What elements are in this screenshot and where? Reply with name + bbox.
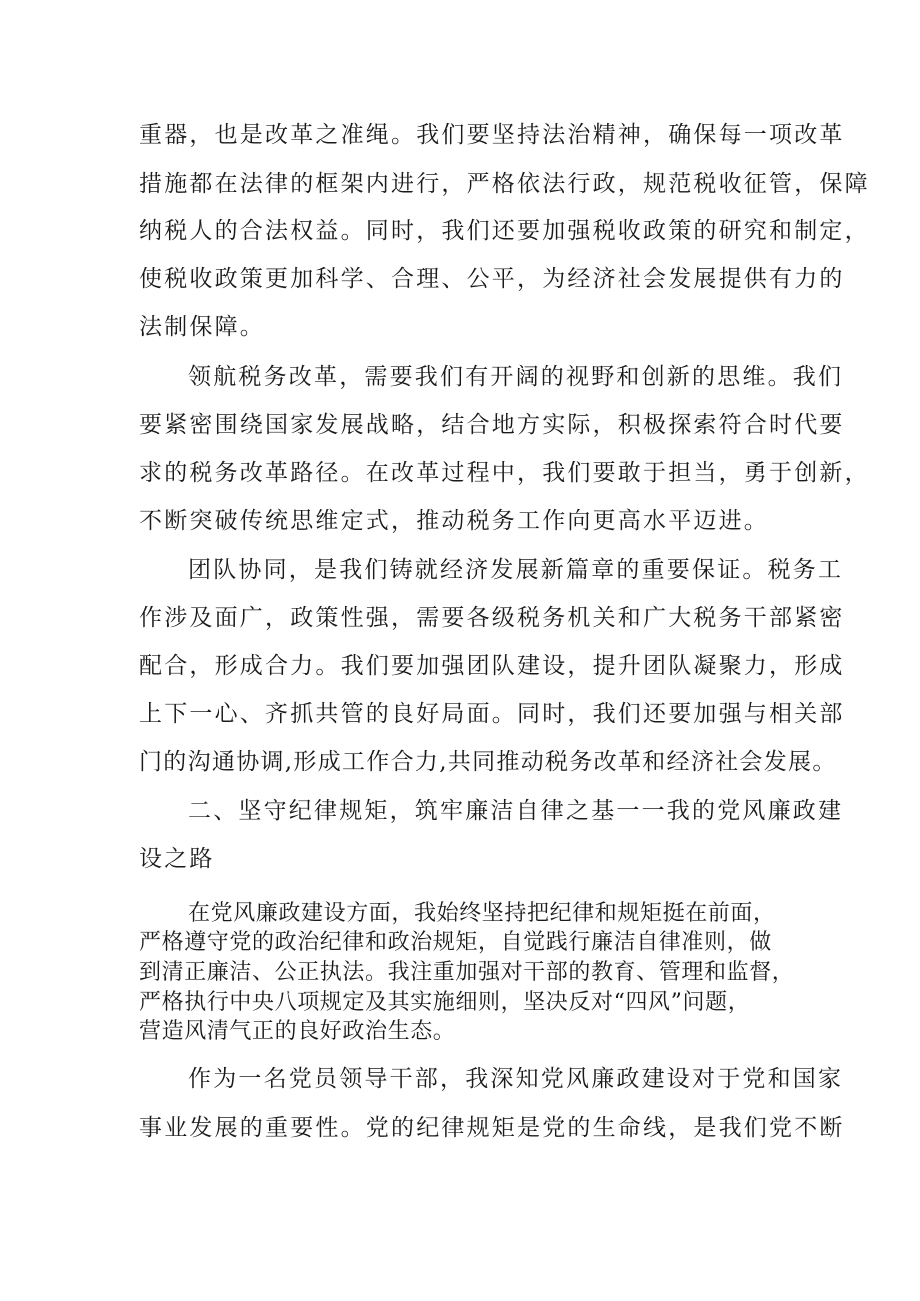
- text-line: 严格执行中央八项规定及其实施细则，坚决反对“四风”问题，: [139, 990, 751, 1015]
- section-heading-line: 设之路: [139, 846, 215, 872]
- text-line: 求的税务改革路径。在改革过程中，我们要敢于担当，勇于创新，: [139, 460, 870, 486]
- text-line: 在党风廉政建设方面，我始终坚持把纪律和规矩挺在前面，: [188, 901, 776, 926]
- text-line: 作为一名党员领导干部，我深知党风廉政建设对于党和国家: [188, 1066, 844, 1092]
- text-line: 营造风清气正的良好政治生态。: [139, 1019, 456, 1044]
- text-line: 领航税务改革，需要我们有开阔的视野和创新的思维。我们: [188, 364, 844, 390]
- text-line: 重器，也是改革之准绳。我们要坚持法治精神，确保每一项改革: [139, 122, 845, 148]
- text-line: 上下一心、齐抓共管的良好局面。同时，我们还要加强与相关部: [139, 701, 845, 727]
- text-line: 到清正廉洁、公正执法。我注重加强对干部的教育、管理和监督，: [139, 960, 795, 985]
- text-line: 配合，形成合力。我们要加强团队建设，提升团队凝聚力，形成: [139, 653, 845, 679]
- text-line: 要紧密围绕国家发展战略，结合地方实际，积极探索符合时代要: [139, 412, 845, 438]
- text-line: 作涉及面广，政策性强，需要各级税务机关和广大税务干部紧密: [139, 605, 845, 631]
- text-line: 使税收政策更加科学、合理、公平，为经济社会发展提供有力的: [139, 266, 845, 292]
- text-line: 门的沟通协调,形成工作合力,共同推动税务改革和经济社会发展。: [139, 749, 837, 775]
- text-line: 法制保障。: [139, 314, 265, 340]
- section-heading-line: 二、坚守纪律规矩，筑牢廉洁自律之基一一我的党风廉政建: [188, 798, 844, 824]
- text-line: 纳税人的合法权益。同时，我们还要加强税收政策的研究和制定，: [139, 218, 870, 244]
- text-line: 不断突破传统思维定式，推动税务工作向更高水平迈进。: [139, 508, 769, 534]
- text-line: 措施都在法律的框架内进行，严格依法行政，规范税收征管，保障: [139, 171, 870, 197]
- text-line: 事业发展的重要性。党的纪律规矩是党的生命线，是我们党不断: [139, 1115, 845, 1141]
- text-line: 团队协同，是我们铸就经济发展新篇章的重要保证。税务工: [188, 557, 844, 583]
- text-line: 严格遵守党的政治纪律和政治规矩，自觉践行廉洁自律准则，做: [139, 930, 772, 955]
